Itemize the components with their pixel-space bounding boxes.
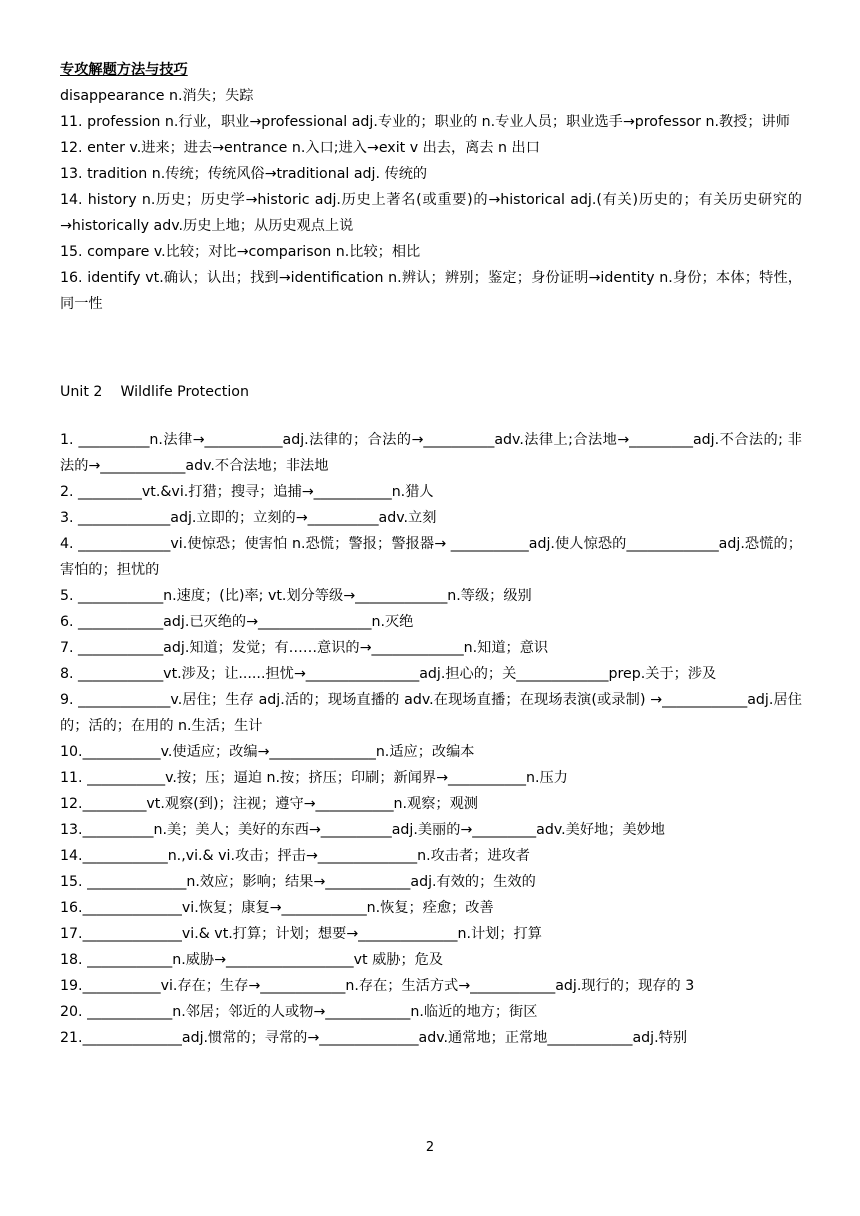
- exercise-line: 16.______________vi.恢复；康复→____________n.恢复；痊愈；改善: [60, 900, 494, 916]
- exercise-line: 5. ____________n.速度；(比)率; vt.划分等级→_____________n.等级；级别: [60, 588, 532, 604]
- blank-space: [60, 317, 802, 343]
- exercise-line: 7. ____________adj.知道；发觉；有……意识的→_____________n.知道；意识: [60, 640, 549, 656]
- vocab-entry: 14. history n.历史；历史学→historic adj.历史上著名(或重要)的→historical adj.(有关)历史的；有关历史研究的→historically adv.历史上地；从历史观点上说: [60, 192, 802, 234]
- exercise-line: 1. __________n.法律→___________adj.法律的；合法的→__________adv.法律上;合法地→_________adj.不合法的; 非法的→____________adv.不合法地；非法地: [60, 432, 802, 474]
- exercise-line: 4. _____________vi.使惊恐；使害怕 n.恐慌；警报；警报器→ ___________adj.使人惊恐的_____________adj.恐慌的；害怕的；担忧的: [60, 536, 802, 578]
- exercise-line: 9. _____________v.居住；生存 adj.活的；现场直播的 adv.在现场直播；在现场表演(或录制) →____________adj.居住的；活的；在用的 n.生活；生计: [60, 692, 802, 734]
- document-body: [60, 57, 802, 1051]
- vocab-entry: 11. profession n.行业，职业→professional adj.专业的；职业的 n.专业人员；职业选手→professor n.教授；讲师: [60, 114, 790, 130]
- exercise-line: 17.______________vi.& vt.打算；计划；想要→______________n.计划；打算: [60, 926, 542, 942]
- exercise-line: 6. ____________adj.已灭绝的→________________n.灭绝: [60, 614, 414, 630]
- exercise-line: 19.___________vi.存在；生存→____________n.存在；生活方式→____________adj.现行的；现存的 3: [60, 978, 695, 994]
- exercise-line: 2. _________vt.&vi.打猎；搜寻；追捕→___________n.猎人: [60, 484, 434, 500]
- exercise-line: 20. ____________n.邻居；邻近的人或物→____________n.临近的地方；街区: [60, 1004, 538, 1020]
- vocab-entry: 16. identify vt.确认；认出；找到→identification n.辨认；辨别；鉴定；身份证明→identity n.身份；本体；特性，同一性: [60, 270, 802, 312]
- section-header: 专攻解题方法与技巧: [60, 62, 188, 78]
- blank-space: [60, 343, 802, 369]
- exercise-line: 15. ______________n.效应；影响；结果→____________adj.有效的；生效的: [60, 874, 536, 890]
- vocab-entry: disappearance n.消失；失踪: [60, 88, 254, 104]
- exercise-line: 3. _____________adj.立即的；立刻的→__________adv.立刻: [60, 510, 437, 526]
- exercise-line: 8. ____________vt.涉及；让......担忧→________________adj.担心的；关_____________prep.关于；涉及: [60, 666, 717, 682]
- exercise-line: 21.______________adj.惯常的；寻常的→______________adv.通常地；正常地____________adj.特别: [60, 1030, 688, 1046]
- exercise-line: 13.__________n.美；美人；美好的东西→__________adj.美丽的→_________adv.美好地；美妙地: [60, 822, 665, 838]
- vocab-entry: 15. compare v.比较；对比→comparison n.比较；相比: [60, 244, 421, 260]
- exercise-line: 11. ___________v.按；压；逼迫 n.按；挤压；印刷；新闻界→___________n.压力: [60, 770, 568, 786]
- exercise-line: 14.____________n.,vi.& vi.攻击；抨击→______________n.攻击者；进攻者: [60, 848, 530, 864]
- exercise-line: 12._________vt.观察(到)；注视；遵守→___________n.观察；观测: [60, 796, 478, 812]
- blank-space: [60, 405, 802, 427]
- unit-title: Unit 2 Wildlife Protection: [60, 384, 249, 400]
- vocab-entry: 13. tradition n.传统；传统风俗→traditional adj. 传统的: [60, 166, 428, 182]
- exercise-line: 10.___________v.使适应；改编→_______________n.适应；改编本: [60, 744, 475, 760]
- exercise-line: 18. ____________n.威胁→__________________vt 威胁；危及: [60, 952, 444, 968]
- vocab-entry: 12. enter v.进来；进去→entrance n.入口;进入→exit v 出去，离去 n 出口: [60, 140, 540, 156]
- page-number: 2: [425, 1140, 435, 1155]
